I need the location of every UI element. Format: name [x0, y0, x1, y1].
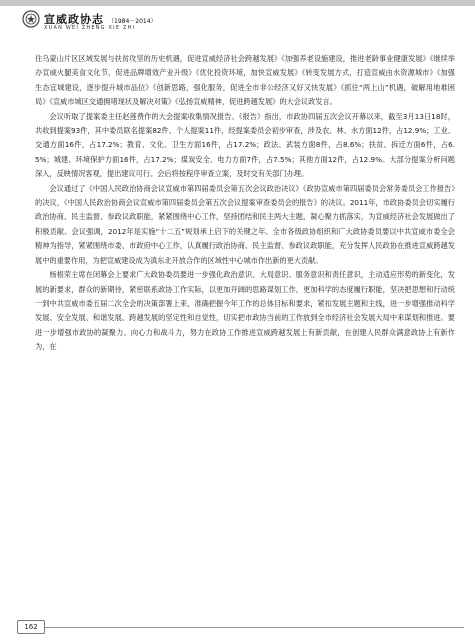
header-band	[0, 0, 475, 6]
footer-rule	[44, 627, 464, 628]
title-years: （1984－2014）	[108, 18, 157, 25]
page-number: 162	[17, 620, 45, 634]
cppcc-emblem-icon	[22, 10, 40, 28]
page-header	[0, 0, 475, 42]
publication-subtitle: XUAN WEI ZHENG XIE ZHI	[44, 25, 136, 31]
paragraph-3: 会议通过了《中国人民政治协商会议宣威市第四届委员会第五次会议政治决议》《政协宣威市第四届委员会常务委员会工作报告》的决议，《中国人民政治协商会议宣威市第四届委员会第五次会议提案审查委员会的报告》的决议。2011年，市政协委员会切实履行政治协商、民主监督、参政议政职能，紧紧围绕中心工作，坚持团结和民主两大主题，凝心聚力抓落实，为宣威经济社会发展做出了积极贡献。会议强调，2012年是实施“十二五”规划承上启下的关键之年。全市各级政协组织和广大政协委员要以中共宣威市委全会精神为指导，紧紧围绕市委、市政府中心工作，认真履行政治协商、民主监督、参政议政职能，充分发挥人民政协在推进宣威跨越发展中的重要作用，为把宣威建设成为滇东北开放合作的区域性中心城市作出新的更大贡献。	[35, 183, 455, 265]
title-text: 宣威政协志	[44, 13, 104, 26]
body-text	[35, 52, 455, 355]
paragraph-2: 会议听取了提案委主任赵莲费作的大会提案收集情况报告。《报告》指出，市政协四届五次会议开幕以来，截至3月13日18时，共收到提案93件，其中委员联名提案82件、个人提案11件，经提案委员会初步审查，涉及农、林、水方面12件，占12.9%；工业、交通方面16件，占17.2%；教育、文化、卫生方面16件，占17.2%；政法、武装方面8件，占8.6%；扶贫、拆迁方面6件，占6.5%；城建、环境保护方面16件，占17.2%；煤炭安全、电力方面7件，占7.5%；其他方面12件，占12.9%。大部分提案分析问题深入，反映情况客观，提出建议可行。会后将按程序审查立案，及时交有关部门办理。	[35, 111, 455, 179]
paragraph-1: 住乌蒙山片区区域发展与扶贫攻坚的历史机遇，促进宣威经济社会跨越发展》《加强养老设施建设，推进老龄事业健康发展》《继续举办宣威火腿美食文化节，促进品牌增效产业升级》《优化投资环境，加快宣威发展》《转变发展方式，打造宣威由水资源城市》《加强生态宜城建设，逐步提升城市品位》《创新思路，强化服务，促进全市非公经济又好又快发展》《抓住“两上山”机遇，破解用地难困局》《宣威市城区交通拥堵现状及解决对策》《弘扬宣威精神，促进跨越发展》的大会议政发言。	[35, 54, 455, 107]
paragraph-4: 杨根荣主席在闭幕会上要求广大政协委员要进一步强化政治意识、大局意识、服务意识和责任意识，主动适应形势的新变化，发展的新要求，群众的新期待，紧密联系政协工作实际，以更加开阔的思路谋划工作，更加科学的态度履行职能，坚决把思想和行动统一到中共宣威市委五届二次全会的决策部署上来，准确把握今年工作的总体目标和要求，紧扣发展主题和主线，进一步增强推动科学发展、安全发展、和谐发展、跨越发展的坚定性和自觉性，切实把市政协当前的工作放到全市经济社会发展大局中来谋划和推进。要进一步增强市政协的凝聚力、向心力和战斗力，努力在政协工作推进宣威跨越发展上有新贡献，在创建人民群众满意政协上有新作为，在	[35, 270, 455, 352]
